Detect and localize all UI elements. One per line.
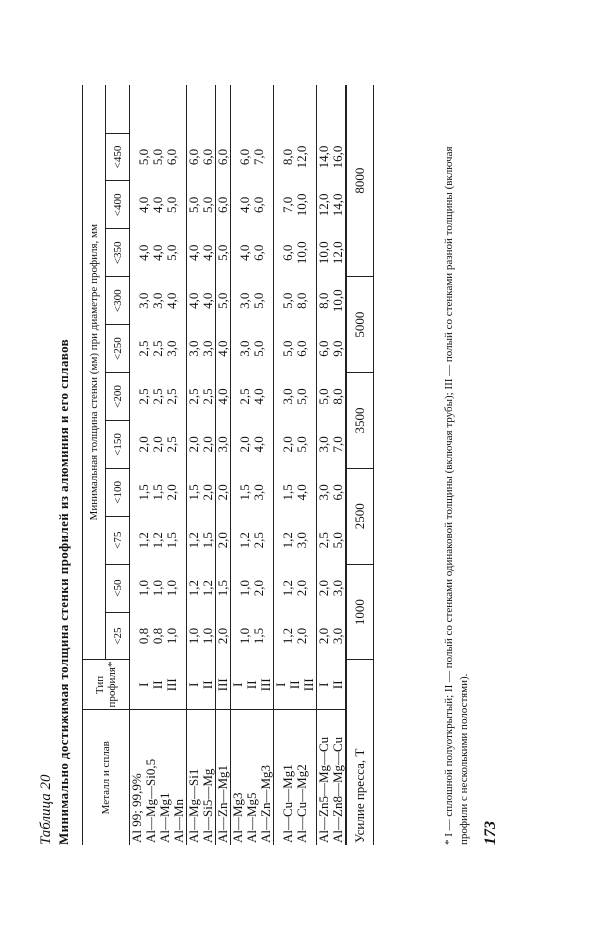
row-cell: 1,0 1,5	[231, 612, 274, 660]
row-cell: 5,0	[216, 229, 231, 277]
row-cell: 6,0 6,0	[187, 133, 216, 181]
header-diameter-lt100: <100	[106, 468, 130, 516]
header-diameter-lt200: <200	[106, 373, 130, 421]
row-cell: 2,0	[216, 516, 231, 564]
row-profile: I II III	[231, 660, 274, 710]
row-cell: 2,5 5,0	[317, 516, 346, 564]
press-force-value: 5000	[347, 277, 374, 373]
row-cell: 5,0 8,0	[274, 277, 317, 325]
row-cell: 12,0 14,0	[317, 181, 346, 229]
press-force-value: 8000	[347, 85, 374, 277]
header-diameter-lt25: <25	[106, 612, 130, 660]
row-cell: 1,2 1,2 1,5	[130, 516, 187, 564]
row-cell: 2,5 2,5 3,0	[130, 325, 187, 373]
row-cell: 8,0 12,0	[274, 133, 317, 181]
header-diameter-lt400: <400	[106, 181, 130, 229]
press-force-value: 2500	[347, 468, 374, 564]
row-cell: 1,2 2,0	[274, 564, 317, 612]
rotated-page-content	[30, 65, 510, 885]
row-cell: 4,0 4,0	[187, 277, 216, 325]
header-min-thickness: Минимальная толщина стенки (мм) при диаметре профиля, мм	[83, 85, 106, 660]
row-cell: 4,0 4,0 5,0	[130, 181, 187, 229]
row-cell: 4,0 4,0	[187, 229, 216, 277]
row-cell: 2,0 3,0	[317, 564, 346, 612]
row-cell	[317, 85, 346, 133]
row-cell: 6,0 10,0	[274, 229, 317, 277]
row-cell: 2,5 2,5	[187, 373, 216, 421]
row-profile: I II III	[130, 660, 187, 710]
row-cell: 2,0 3,0	[317, 612, 346, 660]
row-cell: 10,0 12,0	[317, 229, 346, 277]
row-cell: 1,0 2,0	[231, 564, 274, 612]
row-cell: 3,0 6,0	[317, 468, 346, 516]
row-metal: Al 99; 99,9% Al—Mg—Si0,5 Al—Mg1 Al—Mn	[130, 710, 187, 845]
row-cell: 3,0 3,0 4,0	[130, 277, 187, 325]
table-title: Минимально достижимая толщина стенки профилей из алюминия и его сплавов	[56, 338, 71, 845]
row-cell: 5,0 5,0 6,0	[130, 133, 187, 181]
row-cell: 1,2 1,2	[187, 564, 216, 612]
table-row	[317, 85, 346, 845]
row-cell: 6,0	[216, 133, 231, 181]
row-cell: 4,0 6,0	[231, 229, 274, 277]
row-metal: Al—Zn—Mg1	[216, 710, 231, 845]
row-cell: 5,0 5,0	[187, 181, 216, 229]
header-diameter-extra	[106, 85, 130, 133]
row-cell: 2,5 2,5 2,5	[130, 373, 187, 421]
row-metal: Al—Cu—Mg1 Al—Cu—Mg2	[274, 710, 317, 845]
header-diameter-lt450: <450	[106, 133, 130, 181]
row-cell: 4,0 4,0 5,0	[130, 229, 187, 277]
row-cell: 1,5 2,0	[187, 468, 216, 516]
row-cell: 4,0 6,0	[231, 181, 274, 229]
footnote: * I — сплошной полуоткрытый; II — полый со стенками одинаковой толщины (включая трубы); III — полый со стенками разной толщины (включая профили с несколькими полостями).	[443, 146, 470, 845]
row-metal: Al—Zn5—Mg—Cu Al—Zn8—Mg—Cu	[317, 710, 346, 845]
row-cell: 5,0 6,0	[274, 325, 317, 373]
row-cell: 1,0 1,0	[187, 612, 216, 660]
row-metal: Al—Mg3 Al—Mg5 Al—Zn—Mg3	[231, 710, 274, 845]
row-cell	[216, 85, 231, 133]
row-cell: 8,0 10,0	[317, 277, 346, 325]
row-cell: 1,5 1,5 2,0	[130, 468, 187, 516]
row-cell	[130, 85, 187, 133]
row-cell: 3,0 3,0	[187, 325, 216, 373]
row-cell: 3,0 5,0	[231, 277, 274, 325]
row-profile: III	[216, 660, 231, 710]
press-force-value: 1000	[347, 564, 374, 660]
row-cell: 3,0 5,0	[274, 373, 317, 421]
row-cell: 1,5	[216, 564, 231, 612]
table-caption: Таблица 20	[38, 774, 54, 845]
table-row	[231, 85, 274, 845]
row-cell: 2,0	[216, 468, 231, 516]
row-profile: I II	[187, 660, 216, 710]
row-cell: 1,2 1,5	[187, 516, 216, 564]
wall-thickness-table	[82, 85, 374, 845]
header-diameter-lt75: <75	[106, 516, 130, 564]
row-cell: 3,0 7,0	[317, 420, 346, 468]
header-metal-alloy: Металл и сплав	[83, 710, 130, 845]
header-diameter-lt350: <350	[106, 229, 130, 277]
page-number: 173	[482, 821, 499, 845]
row-cell: 2,0 4,0	[231, 420, 274, 468]
press-force-value: 3500	[347, 373, 374, 469]
row-cell: 4,0	[216, 373, 231, 421]
row-cell: 1,5 4,0	[274, 468, 317, 516]
row-cell: 2,5 4,0	[231, 373, 274, 421]
row-cell: 3,0 5,0	[231, 325, 274, 373]
row-cell: 2,0 2,0 2,5	[130, 420, 187, 468]
table-row	[274, 85, 317, 845]
row-cell: 1,2 2,0	[274, 612, 317, 660]
row-cell: 3,0	[216, 420, 231, 468]
press-force-row	[347, 85, 374, 845]
table-row	[187, 85, 216, 845]
row-cell: 6,0	[216, 181, 231, 229]
header-diameter-lt50: <50	[106, 564, 130, 612]
row-cell	[187, 85, 216, 133]
row-cell: 5,0 8,0	[317, 373, 346, 421]
header-diameter-lt250: <250	[106, 325, 130, 373]
row-cell	[231, 85, 274, 133]
row-cell: 14,0 16,0	[317, 133, 346, 181]
row-cell: 6,0 7,0	[231, 133, 274, 181]
row-cell: 1,0 1,0 1,0	[130, 564, 187, 612]
table-row	[216, 85, 231, 845]
row-cell: 1,2 2,5	[231, 516, 274, 564]
row-cell: 6,0 9,0	[317, 325, 346, 373]
header-diameter-lt300: <300	[106, 277, 130, 325]
row-cell	[274, 85, 317, 133]
row-metal: Al—Mg—Si1 Al—Si5—Mg	[187, 710, 216, 845]
header-diameter-lt150: <150	[106, 420, 130, 468]
row-cell: 1,2 3,0	[274, 516, 317, 564]
table-row	[130, 85, 187, 845]
press-force-label: Усилие пресса, Т	[347, 660, 374, 845]
row-cell: 0,8 0,8 1,0	[130, 612, 187, 660]
row-cell: 4,0	[216, 325, 231, 373]
row-cell: 2,0	[216, 612, 231, 660]
row-cell: 1,5 3,0	[231, 468, 274, 516]
row-profile: I II III	[274, 660, 317, 710]
row-cell: 2,0 2,0	[187, 420, 216, 468]
row-cell: 7,0 10,0	[274, 181, 317, 229]
row-cell: 5,0	[216, 277, 231, 325]
row-cell: 2,0 5,0	[274, 420, 317, 468]
row-profile: I II	[317, 660, 346, 710]
header-profile-type: Тип профиля*	[83, 660, 130, 710]
